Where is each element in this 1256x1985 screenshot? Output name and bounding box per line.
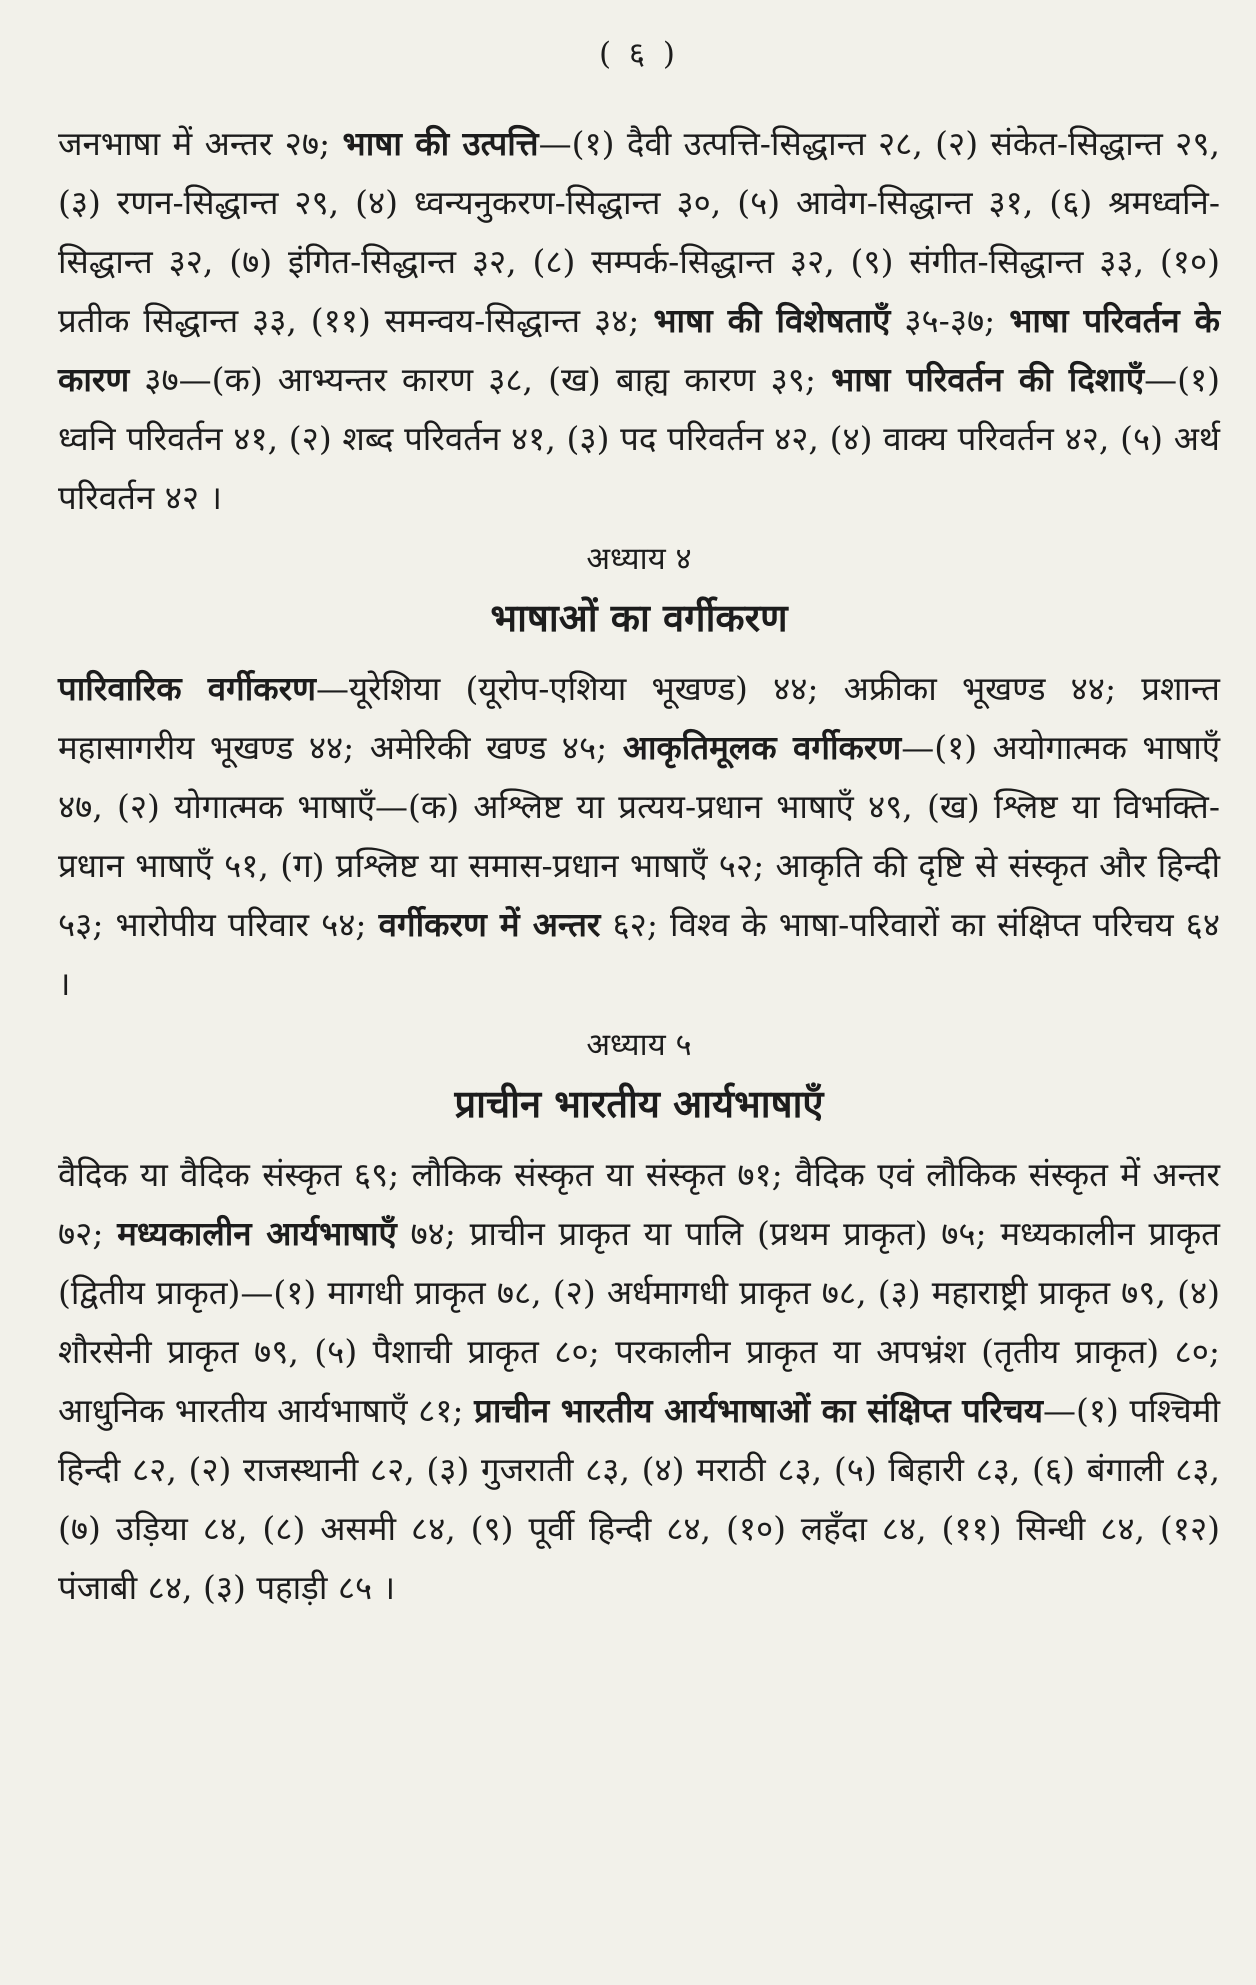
text-run: वैदिक या वैदिक संस्कृत ६९; लौकिक संस्कृत या संस्कृत ७१; वैदिक एवं लौकिक संस्कृत में अन्तर ७२; [58,1155,1220,1253]
page-number: ( ६ ) [598,36,680,72]
chapter-4-title: भाषाओं का वर्गीकरण [490,595,788,640]
chapter-5-label: अध्याय ५ [586,1027,692,1063]
bold-heading-run: प्राचीन भारतीय आर्यभाषाओं का संक्षिप्त परिचय [474,1391,1043,1430]
bold-heading-run: भाषा परिवर्तन के कारण [58,301,1220,399]
text-run: ३५-३७; [890,301,1010,340]
text-run: —(१) ध्वनि परिवर्तन ४१, (२) शब्द परिवर्तन ४१, (३) पद परिवर्तन ४२, (४) वाक्य परिवर्तन ४२, (५) अर्थ परिवर्तन ४२ । [58,360,1221,517]
bold-heading-run: आकृतिमूलक वर्गीकरण [622,728,902,767]
chapter-5-title: प्राचीन भारतीय आर्यभाषाएँ [454,1081,824,1126]
bold-heading-run: वर्गीकरण में अन्तर [378,905,601,944]
paragraph-chapter3-contents [58,114,1220,527]
bold-heading-run: भाषा की उत्पत्ति [342,124,539,163]
bold-heading-run: पारिवारिक वर्गीकरण [58,669,316,708]
bold-heading-run: भाषा की विशेषताएँ [653,301,891,340]
paragraph-chapter5-contents [58,1145,1220,1617]
bold-heading-run: भाषा परिवर्तन की दिशाएँ [831,360,1145,399]
text-run: जनभाषा में अन्तर २७; [58,124,343,163]
chapter-4-label: अध्याय ४ [586,541,692,577]
bold-heading-run: मध्यकालीन आर्यभाषाएँ [117,1214,397,1253]
text-run: ६२; विश्व के भाषा-परिवारों का संक्षिप्त परिचय ६४ । [58,905,1220,1003]
text-run: ७४; प्राचीन प्राकृत या पालि (प्रथम प्राकृत) ७५; मध्यकालीन प्राकृत (द्वितीय प्राकृत)—(१) मागधी प्राकृत ७८, (२) अर्धमागधी प्राकृत ७८, (३) महाराष्ट्री प्राकृत ७९, (४) शौरसेनी प्राकृत ७९, (५) पैशाची प्राकृत ८०; परकालीन प्राकृत या अपभ्रंश (तृतीय प्राकृत) ८०; आधुनिक भारतीय आर्यभाषाएँ ८१; [58,1214,1220,1430]
text-run: —(१) अयोगात्मक भाषाएँ ४७, (२) योगात्मक भाषाएँ—(क) अश्लिष्ट या प्रत्यय-प्रधान भाषाएँ ४९, (ख) श्लिष्ट या विभक्ति-प्रधान भाषाएँ ५१, (ग) प्रश्लिष्ट या समास-प्रधान भाषाएँ ५२; आकृति की दृष्टि से संस्कृत और हिन्दी ५३; भारोपीय परिवार ५४; [58,728,1220,944]
text-run: —(१) दैवी उत्पत्ति-सिद्धान्त २८, (२) संकेत-सिद्धान्त २९, (३) रणन-सिद्धान्त २९, (४) ध्वन्यनुकरण-सिद्धान्त ३०, (५) आवेग-सिद्धान्त ३१, (६) श्रमध्वनि-सिद्धान्त ३२, (७) इंगित-सिद्धान्त ३२, (८) सम्पर्क-सिद्धान्त ३२, (९) संगीत-सिद्धान्त ३३, (१०) प्रतीक सिद्धान्त ३३, (११) समन्वय-सिद्धान्त ३४; [58,124,1220,340]
text-run: ३७—(क) आभ्यन्तर कारण ३८, (ख) बाह्य कारण ३९; [129,360,832,399]
text-run: —यूरेशिया (यूरोप-एशिया भूखण्ड) ४४; अफ्रीका भूखण्ड ४४; प्रशान्त महासागरीय भूखण्ड ४४; अमेरिकी खण्ड ४५; [58,669,1220,767]
text-run: —(१) पश्चिमी हिन्दी ८२, (२) राजस्थानी ८२, (३) गुजराती ८३, (४) मराठी ८३, (५) बिहारी ८३, (६) बंगाली ८३, (७) उड़िया ८४, (८) असमी ८४, (९) पूर्वी हिन्दी ८४, (१०) लहँदा ८४, (११) सिन्धी ८४, (१२) पंजाबी ८४, (३) पहाड़ी ८५ । [58,1391,1220,1607]
paragraph-chapter4-contents [58,659,1220,1013]
